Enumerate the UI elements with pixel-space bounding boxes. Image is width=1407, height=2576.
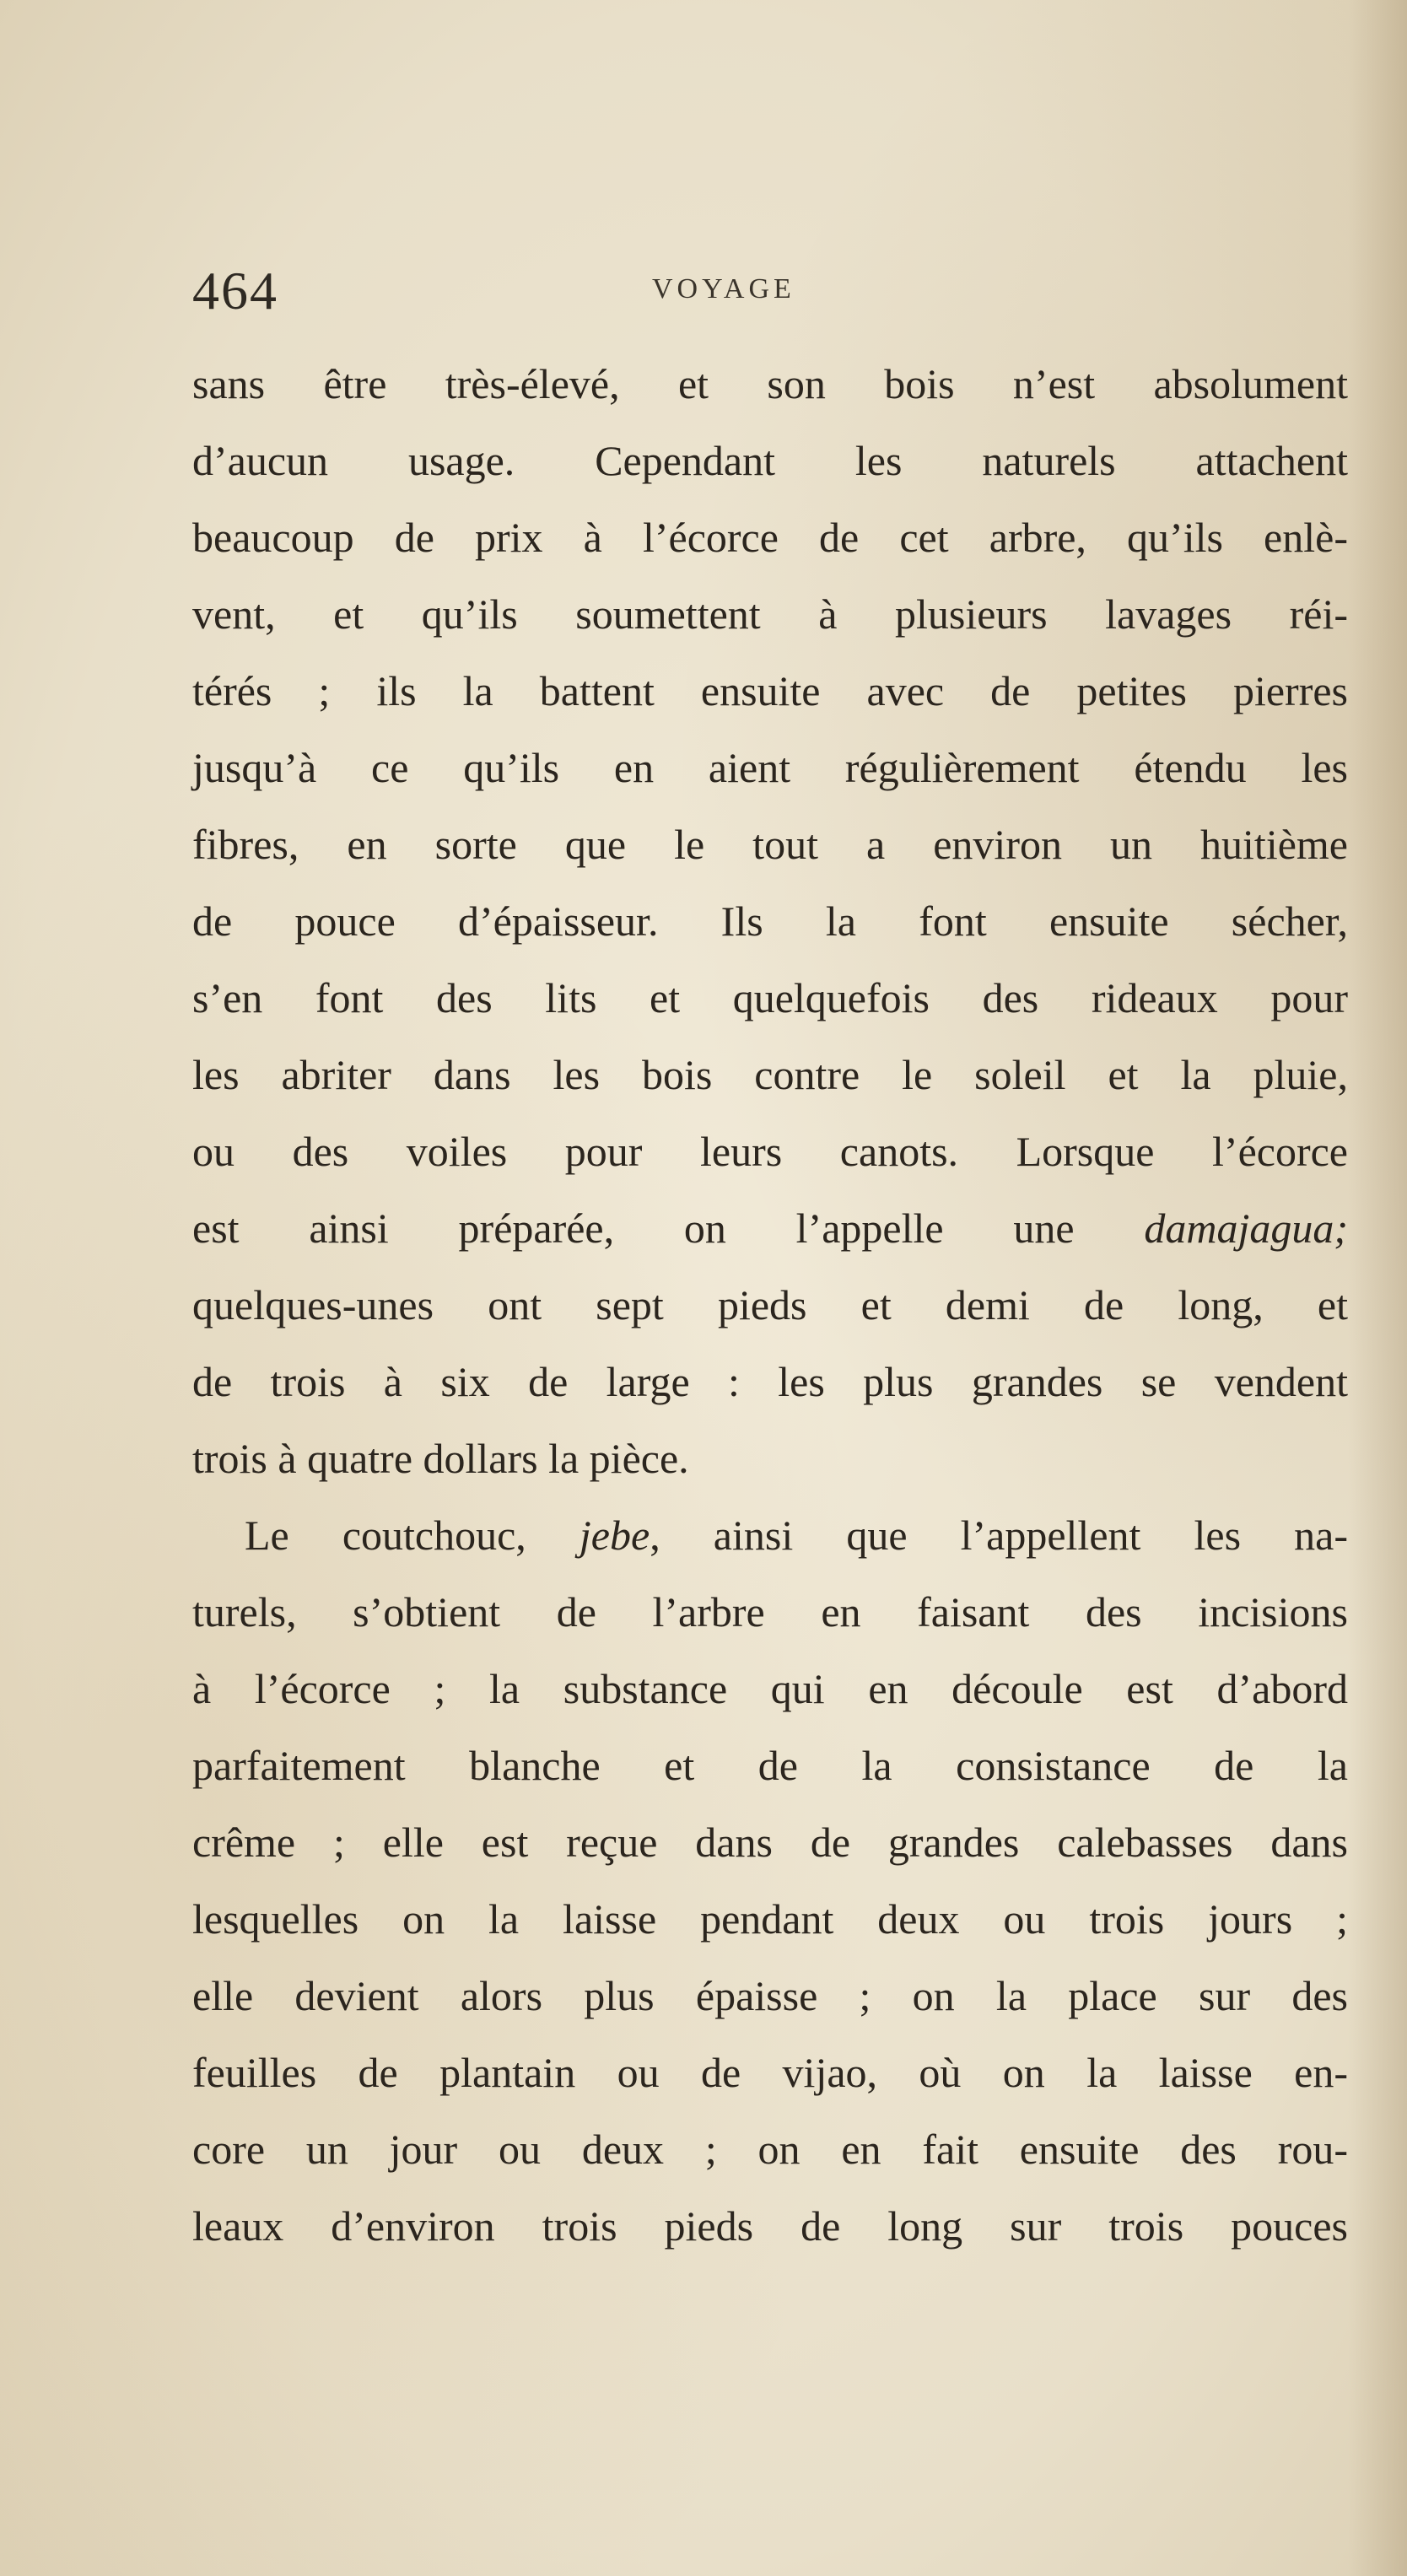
paragraph-end-line: trois à quatre dollars la pièce. [192, 1435, 689, 1482]
text-line: s’en font des lits et quelquefois des rideaux pour [192, 974, 1348, 1021]
italic-term: jebe [579, 1512, 650, 1559]
page-header [192, 253, 1340, 337]
text-line: térés ; ils la battent ensuite avec de petites pierres [192, 667, 1348, 714]
line-text: Le coutchouc, [245, 1512, 580, 1559]
text-line: vent, et qu’ils soumettent à plusieurs lavages réi- [192, 590, 1348, 638]
text-line: de pouce d’épaisseur. Ils la font ensuite sécher, [192, 897, 1348, 945]
text-line-with-italic [192, 1190, 1348, 1267]
text-line: sans être très-élevé, et son bois n’est absolument [192, 360, 1348, 407]
page-number: 464 [192, 261, 278, 321]
text-line: elle devient alors plus épaisse ; on la place sur des [192, 1972, 1348, 2019]
text-line: feuilles de plantain ou de vijao, où on la laisse en- [192, 2049, 1348, 2096]
text-line: leaux d’environ trois pieds de long sur trois pouces [192, 2202, 1348, 2250]
text-line: les abriter dans les bois contre le soleil et la pluie, [192, 1051, 1348, 1098]
text-line: fibres, en sorte que le tout a environ un huitième [192, 821, 1348, 868]
text-line: à l’écorce ; la substance qui en découle est d’abord [192, 1665, 1348, 1712]
text-line: parfaitement blanche et de la consistance de la [192, 1742, 1348, 1789]
page-edge-shadow [1348, 0, 1407, 2576]
line-text: , ainsi que l’appellent les na- [650, 1512, 1348, 1559]
text-line: beaucoup de prix à l’écorce de cet arbre, qu’ils enlè- [192, 514, 1348, 561]
text-line: lesquelles on la laisse pendant deux ou trois jours ; [192, 1895, 1348, 1943]
text-line: quelques-unes ont sept pieds et demi de long, et [192, 1281, 1348, 1328]
running-head: VOYAGE [652, 273, 795, 304]
text-line: crême ; elle est reçue dans de grandes calebasses dans [192, 1819, 1348, 1866]
text-line: de trois à six de large : les plus grandes se vendent [192, 1358, 1348, 1405]
text-line: d’aucun usage. Cependant les naturels attachent [192, 437, 1348, 484]
line-text: est ainsi préparée, on l’appelle une [192, 1204, 1145, 1252]
body-text [192, 346, 1348, 2265]
text-line: ou des voiles pour leurs canots. Lorsque l’écorce [192, 1128, 1348, 1175]
text-line: jusqu’à ce qu’ils en aient régulièrement étendu les [192, 744, 1348, 791]
paragraph-start-line [192, 1497, 1348, 1574]
italic-term: damajagua; [1144, 1204, 1348, 1252]
text-line: core un jour ou deux ; on en fait ensuite des rou- [192, 2126, 1348, 2173]
text-line: turels, s’obtient de l’arbre en faisant des incisions [192, 1588, 1348, 1636]
